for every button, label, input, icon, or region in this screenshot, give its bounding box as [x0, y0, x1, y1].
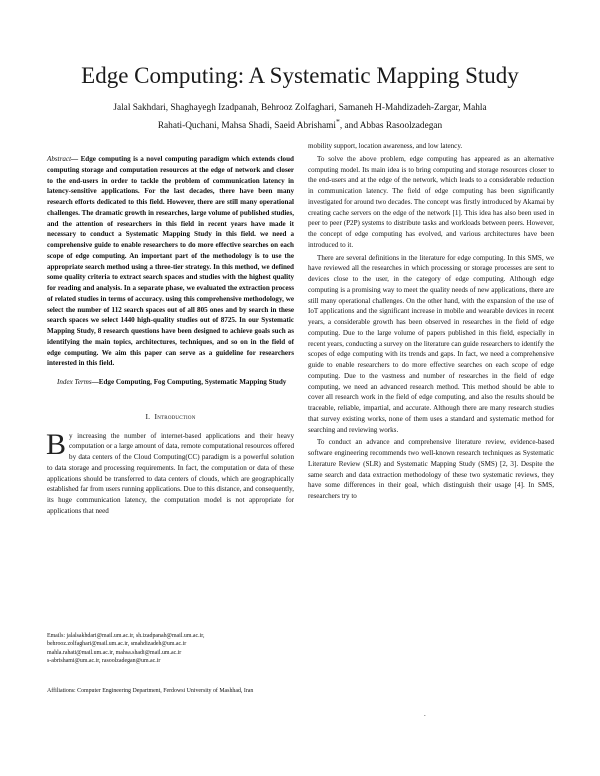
index-terms-label: Index Terms: [57, 378, 92, 386]
section-heading: [47, 412, 294, 423]
email-line: behrooz.zolfaghari@mail.um.ac.ir, smahdizadeh@um.ac.ir: [47, 641, 187, 648]
right-paragraph-2: To solve the above problem, edge computing has appeared as an alternative computing model. Its main idea is to bring computing and storage resources closer to the end-users and at the edge of the network, which leads to a considerable reduction in communication latency. The field of edge computing has been significantly investigated for around two decades. The concept was firstly introduced by Akamai by creating cache servers on the edge of the network [1]. This idea has also been used in peer to peer (P2P) systems to distribute tasks and workloads between peers. However, the concept of edge computing has evolved, and various architectures have been introduced to it.: [308, 154, 554, 249]
right-paragraph-4: To conduct an advance and comprehensive literature review, evidence-based software engineering recommends two well-known research techniques as Systematic Literature Review (SLR) and Systematic Mapping Study (SMS) [2, 3]. Despite the same search and data extraction methodology of these two systematic reviews, they have some differences in their goal, which distinguish their usage [4]. In SMS, researchers try to: [308, 438, 554, 500]
index-terms: [47, 377, 294, 388]
email-line: mahla.rahati@mail.um.ac.ir, mahsa.shadi@mail.um.ac.ir: [47, 649, 182, 656]
section-title: Introduction: [154, 411, 196, 421]
index-terms-text: —Edge Computing, Fog Computing, Systematic Mapping Study: [91, 378, 287, 386]
author-list: [60, 101, 540, 133]
introduction: [46, 427, 294, 517]
right-paragraph-1: mobility support, location awareness, and low latency.: [308, 142, 463, 150]
footer-mark: .: [424, 710, 426, 718]
authors-line-2-tail: , and Abbas Rasoolzadegan: [339, 121, 443, 132]
abstract: [47, 154, 294, 369]
authors-line-2: Rahati-Quchani, Mahsa Shadi, Saeid Abrishami: [157, 121, 337, 132]
affiliation-footnote: Affiliations: Computer Engineering Department, Ferdowsi University of Mashhad, Iran: [47, 688, 254, 694]
abstract-label: Abstract: [47, 155, 72, 163]
corresponding-author-mark: *: [336, 117, 340, 126]
paper-title: Edge Computing: A Systematic Mapping Study: [81, 63, 519, 88]
email-footnote: [47, 632, 294, 666]
drop-cap: B: [46, 427, 67, 461]
intro-paragraph: y increasing the number of internet-based applications and their heavy computation or a large amount of data, remote computational resources offered by data centers of the Cloud Computing(CC) paradigm is a powerful solution to data storage and processing requirements. In fact, the computation or data of these applications should be transferred to data centers of clouds, which are geographically established far from users running applications. Due to this distance, and consequently, its huge communication latency, the computation model is not appropriate for applications that need: [47, 431, 294, 515]
authors-line-1: Jalal Sakhdari, Shaghayegh Izadpanah, Behrooz Zolfaghari, Samaneh H-Mahdizadeh-Zargar, Mahla: [113, 103, 487, 113]
email-line: s-abrishami@um.ac.ir, rasoolzadegan@um.ac.ir: [47, 658, 161, 665]
section-number: I.: [145, 411, 151, 421]
email-line: Emails: jalalsakhdari@mail.um.ac.ir, sh.izadpanah@mail.um.ac.ir,: [47, 633, 205, 639]
abstract-text: — Edge computing is a novel computing paradigm which extends cloud computing storage and computation resources at the edge of network and closer to the end-users in order to tackle the problem of communication latency in latency-sensitive applications. For the last decades, there have been many research efforts dedicated to this field. However, there are still many operational challenges. The dramatic growth in researches, large volume of published studies, and the attention of researchers in this field in recent years have made it necessary to conduct a Systematic Mapping Study in this field. we need a comprehensive guide to enable researchers to do more effective searches on each scope of edge computing. An important part of the methodology is to use the appropriate search method using a three-tier strategy. In this method, we defined some quality criteria to extract search spaces and studies with the highest quality for reading and analysis. In a separate phase, we evaluated the extraction process of related studies in terms of accuracy. using this comprehensive methodology, we select the number of 112 search spaces out of all 805 ones and by search in these search spaces we select 1440 high-quality studies out of 8725. In our Systematic Mapping Study, 8 research questions have been designed to achieve goals such as identifying the main topics, architectures, techniques, and so on in the field of edge computing. We aim this paper can serve as a guideline for researchers interested in this field.: [47, 155, 294, 368]
right-paragraph-3: There are several definitions in the literature for edge computing. In this SMS, we have reviewed all the researches in which processing or storage processes are sent to devices close to the user, in the category of edge computing. Although edge computing is a promising way to meet the quality needs of new applications, there are still many operational challenges. On the other hand, with the expansion of the use of IoT applications and the significant increase in mobile and wearable devices in recent years, a considerable growth has been observed in researches in the field of edge computing. Due to the large volume of papers published in this field, especially in recent years, conducting a survey on the literature can guide researchers to identify the scopes of edge computing with its trends and gaps. In fact, we need a comprehensive guide to enable researchers to do more effective searches on each scope of edge computing. Due to the vastness and number of researches in the field of edge computing, we need an advanced research method. This method should be able to cover all research work in the field of edge computing, and also the results should be traceable, reliable, impartial, and accurate. Although there are many research studies that survey existing works, none of them uses a standard and systematic method for searching and reviewing works.: [308, 253, 554, 434]
left-column: [47, 154, 294, 517]
right-column: [308, 141, 554, 504]
